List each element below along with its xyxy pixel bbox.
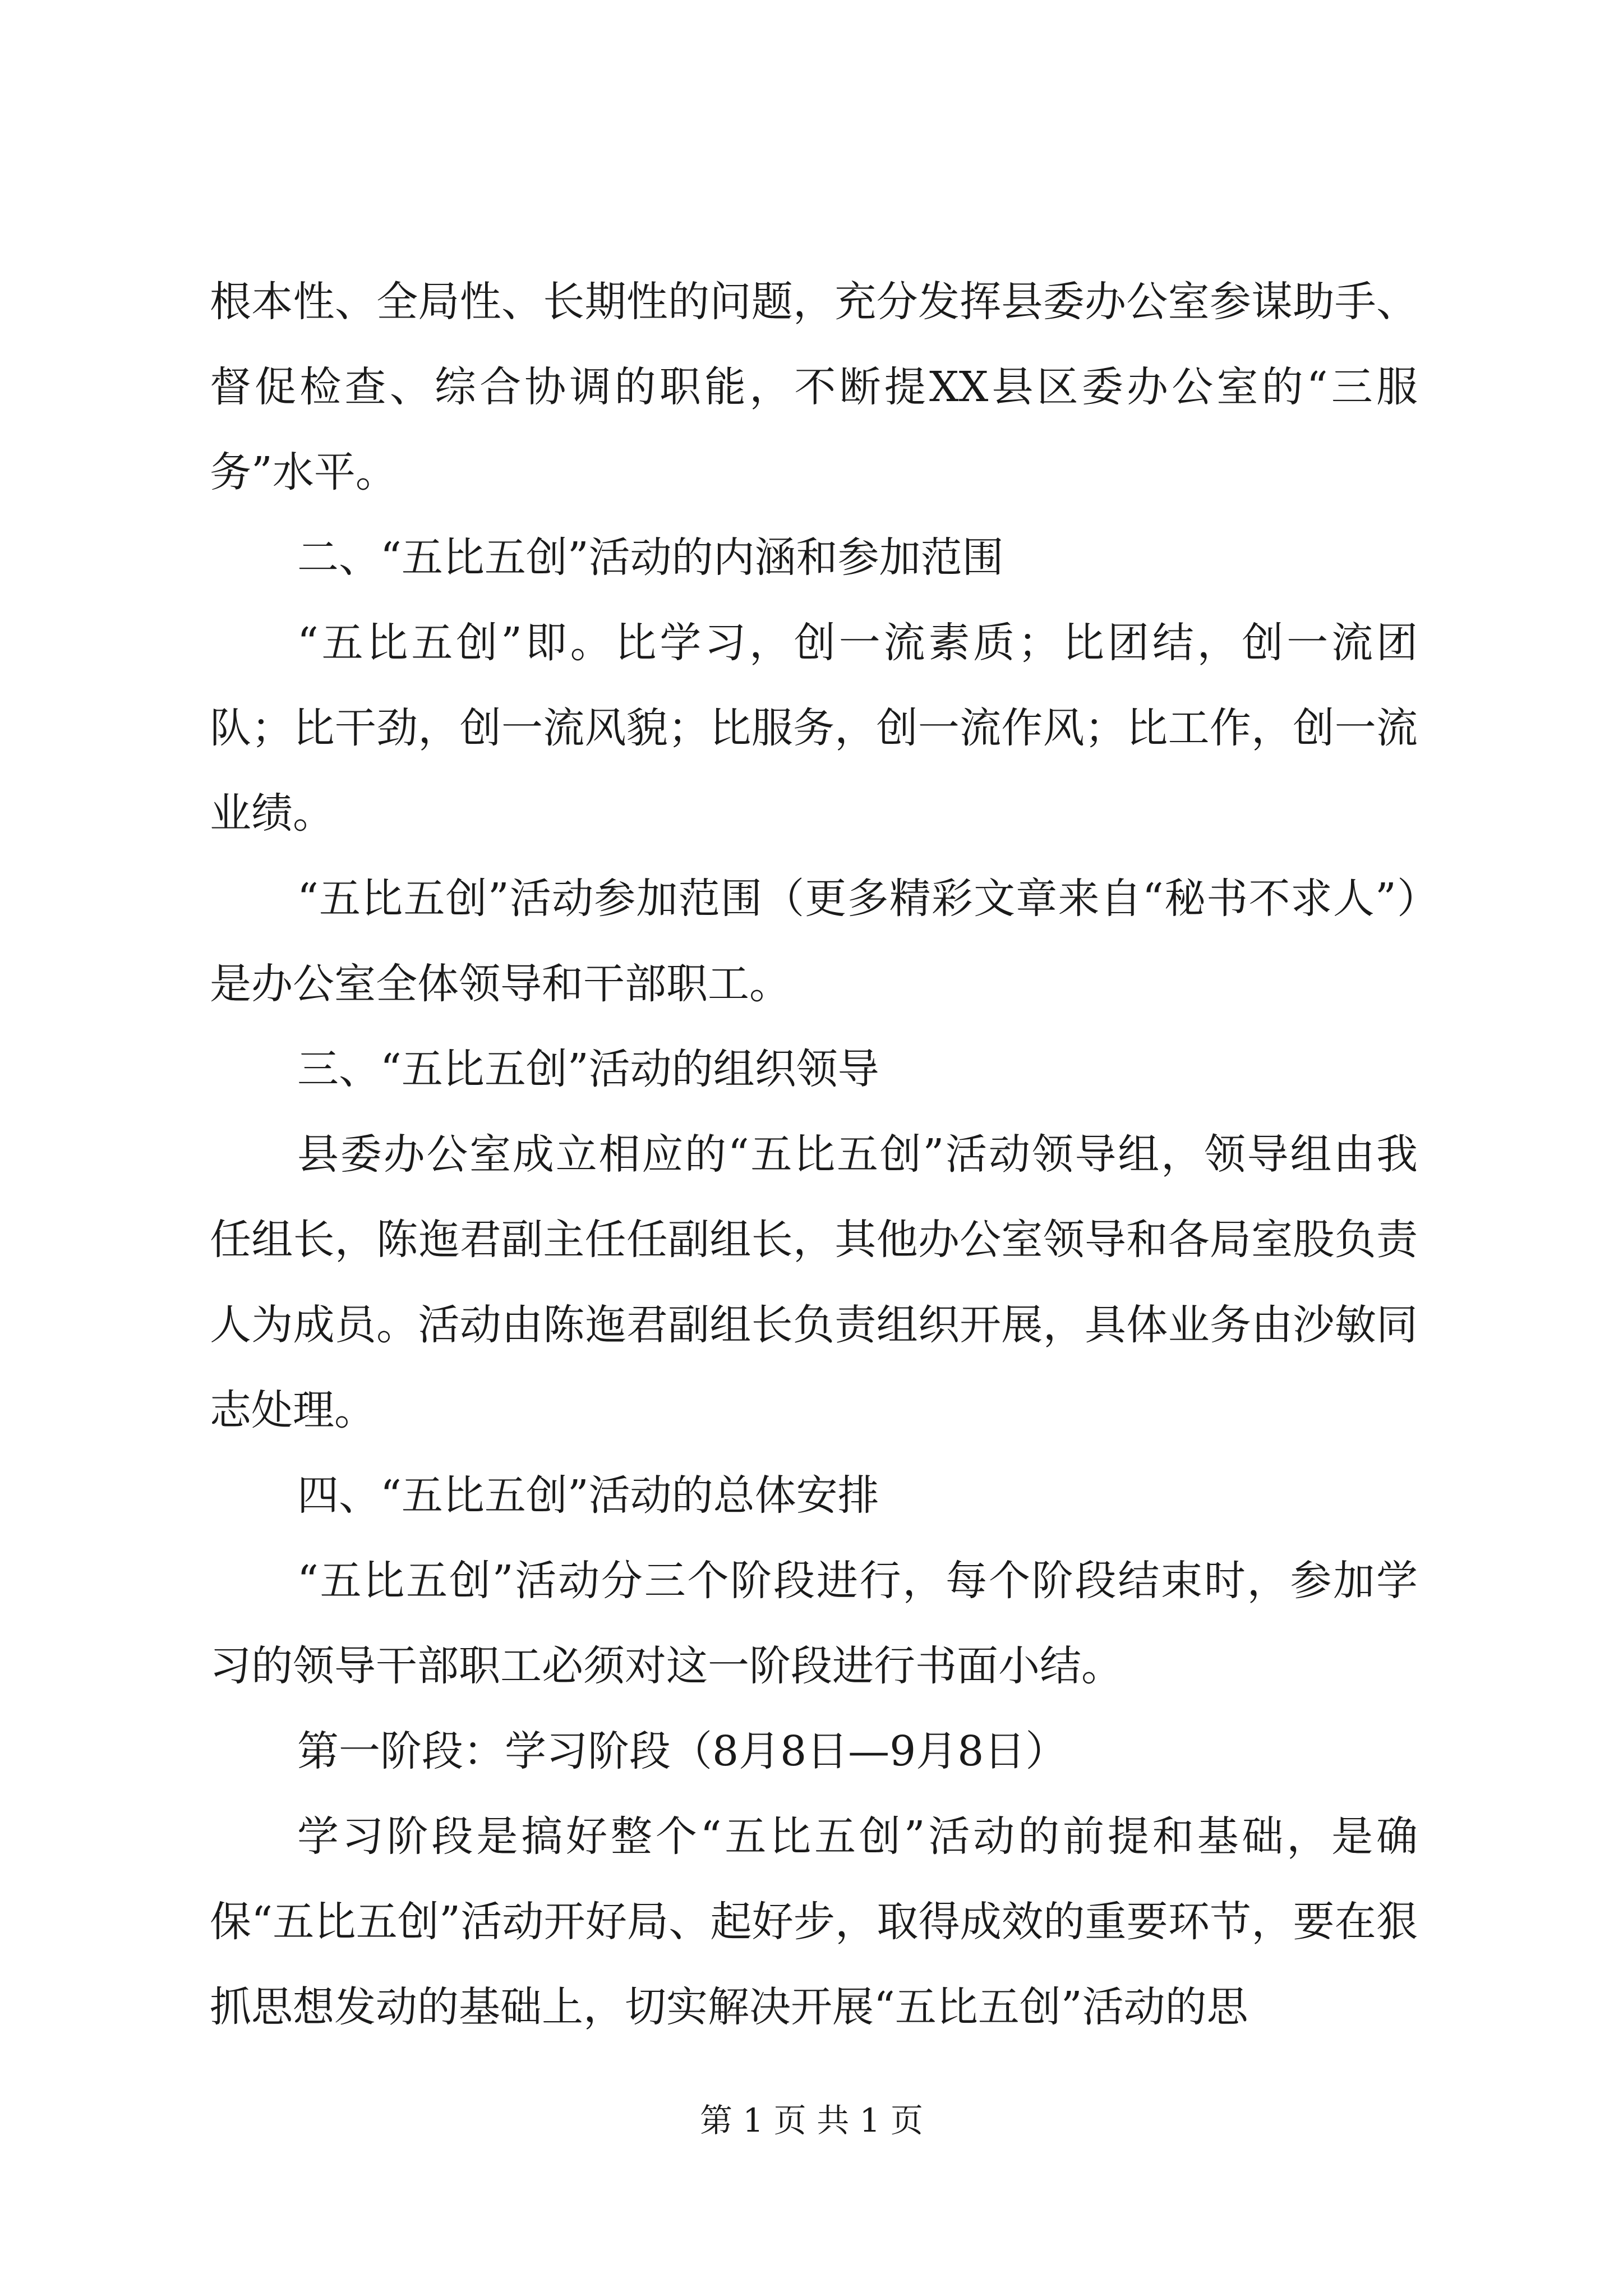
document-body xyxy=(210,259,1418,2050)
paragraph-stages: “五比五创”活动分三个阶段进行，每个阶段结束时，参加学习的领导干部职工必须对这一阶段进行书面小结。 xyxy=(210,1557,1418,1690)
page-footer: 第 1 页 共 1 页 xyxy=(700,2101,923,2139)
stage-heading-1: 第一阶段：学习阶段（8月8日—9月8日） xyxy=(297,1727,1067,1775)
section-heading-4: 四、“五比五创”活动的总体安排 xyxy=(297,1471,879,1520)
paragraph-stage-1: 学习阶段是搞好整个“五比五创”活动的前提和基础，是确保“五比五创”活动开好局、起好步，取得成效的重要环节，要在狠抓思想发动的基础上，切实解决开展“五比五创”活动的思 xyxy=(210,1812,1418,2031)
paragraph-scope: “五比五创”活动参加范围（更多精彩文章来自“秘书不求人”）是办公室全体领导和干部职工。 xyxy=(210,875,1418,1008)
paragraph-continuation: 根本性、全局性、长期性的问题，充分发挥县委办公室参谋助手、督促检查、综合协调的职能，不断提XX县区委办公室的“三服务”水平。 xyxy=(210,278,1418,496)
paragraph-five-comparisons: “五比五创”即。比学习，创一流素质；比团结，创一流团队；比干劲，创一流风貌；比服务，创一流作风；比工作，创一流业绩。 xyxy=(210,619,1418,838)
section-heading-3: 三、“五比五创”活动的组织领导 xyxy=(297,1045,879,1093)
paragraph-leadership: 县委办公室成立相应的“五比五创”活动领导组，领导组由我任组长，陈迤君副主任任副组长，其他办公室领导和各局室股负责人为成员。活动由陈迤君副组长负责组织开展，具体业务由沙敏同志处理。 xyxy=(210,1130,1418,1434)
section-heading-2: 二、“五比五创”活动的内涵和参加范围 xyxy=(297,533,1004,582)
